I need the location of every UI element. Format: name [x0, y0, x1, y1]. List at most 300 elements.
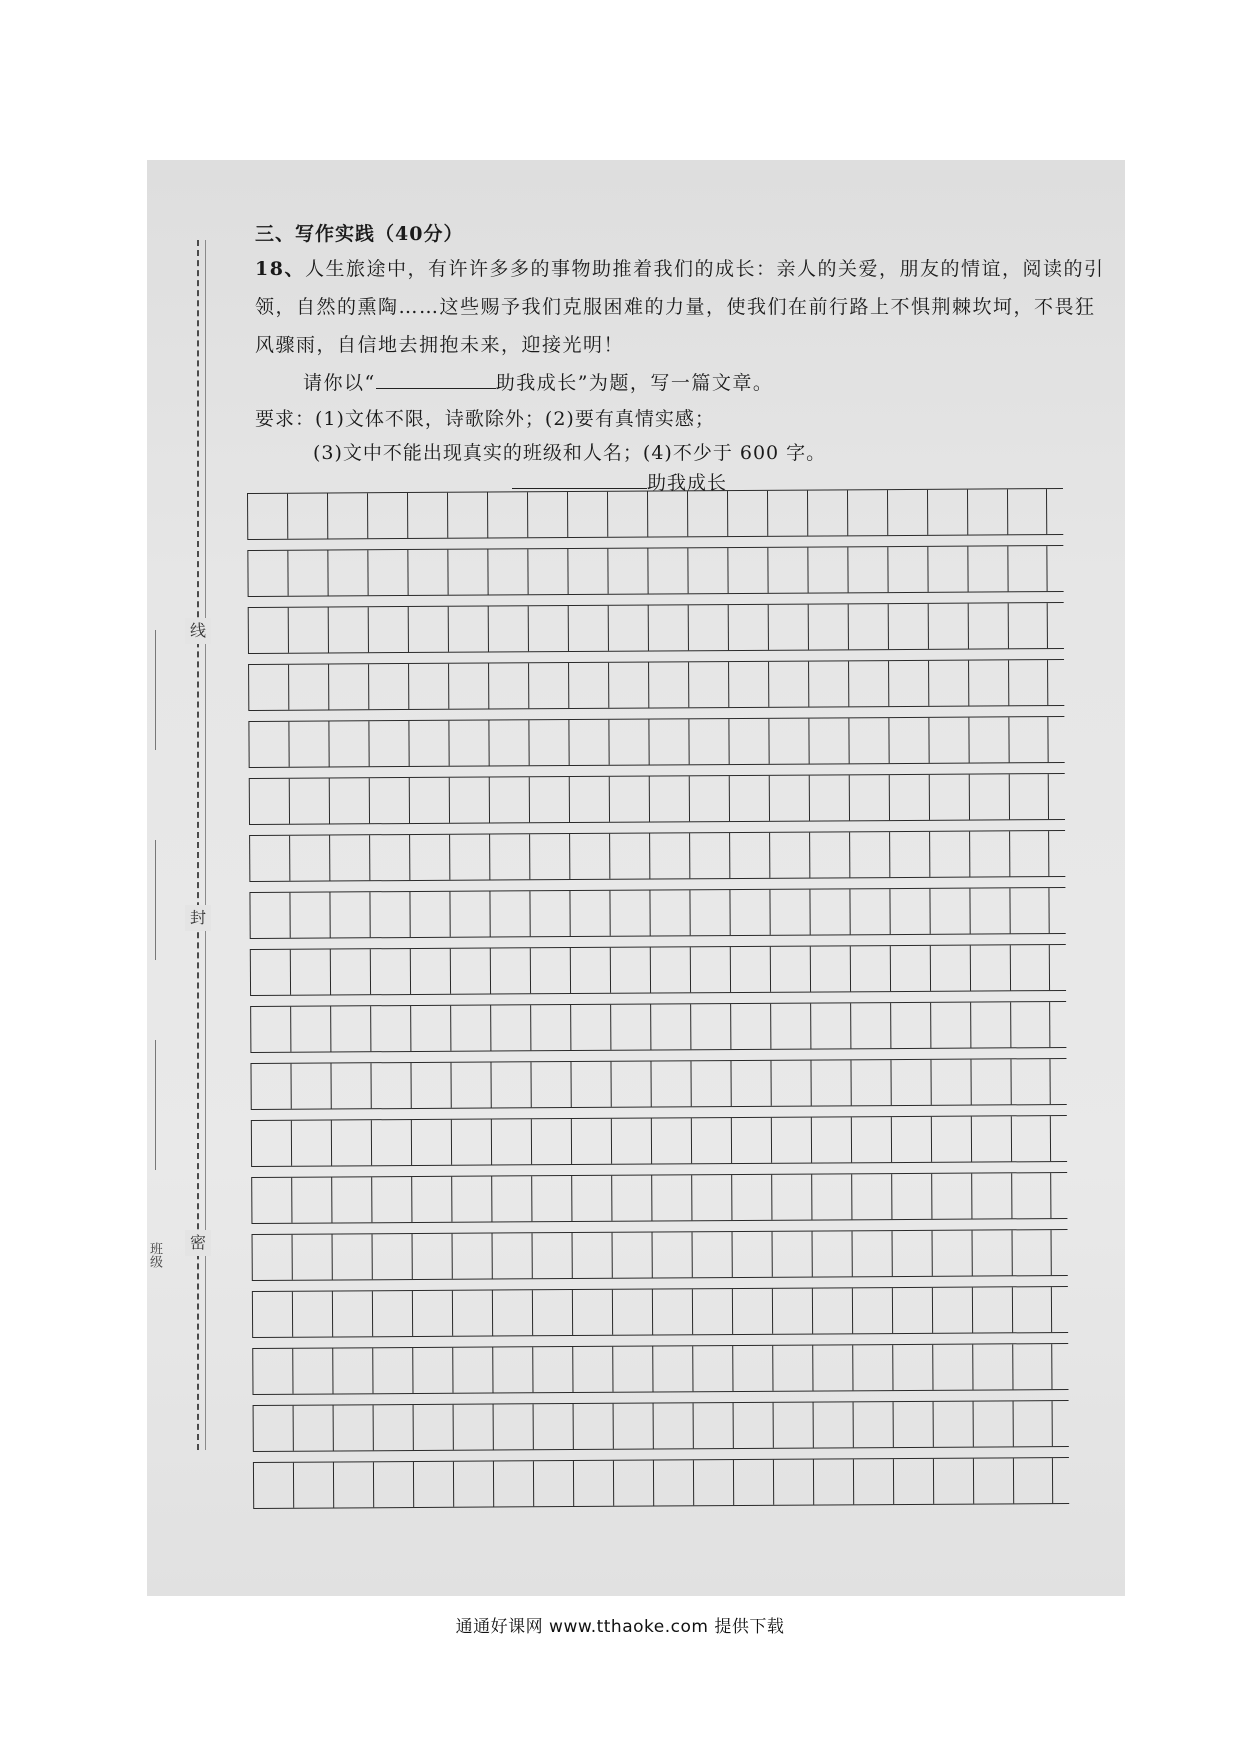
grid-cell[interactable]: [1010, 1002, 1050, 1047]
grid-cell[interactable]: [609, 777, 649, 822]
grid-cell[interactable]: [290, 1007, 330, 1052]
grid-cell[interactable]: [493, 1461, 533, 1506]
grid-cell[interactable]: [372, 1348, 412, 1393]
grid-cell[interactable]: [411, 1120, 451, 1165]
grid-cell[interactable]: [612, 1290, 652, 1335]
grid-cell[interactable]: [1007, 546, 1047, 591]
grid-cell[interactable]: [329, 892, 369, 937]
grid-cell[interactable]: [933, 1459, 973, 1504]
grid-cell[interactable]: [692, 1232, 732, 1277]
grid-cell[interactable]: [252, 1292, 292, 1337]
grid-cell[interactable]: [411, 1177, 451, 1222]
grid-cell[interactable]: [529, 834, 569, 879]
grid-cell[interactable]: [650, 947, 690, 992]
grid-cell[interactable]: [808, 661, 848, 706]
grid-cell[interactable]: [452, 1234, 492, 1279]
grid-cell[interactable]: [730, 1061, 770, 1106]
grid-cell[interactable]: [571, 1119, 611, 1164]
grid-cell[interactable]: [568, 606, 608, 651]
grid-cell[interactable]: [647, 548, 687, 593]
grid-cell[interactable]: [970, 1002, 1010, 1047]
grid-cell[interactable]: [568, 663, 608, 708]
grid-cell[interactable]: [330, 1063, 370, 1108]
grid-cell[interactable]: [773, 1460, 813, 1505]
grid-cell[interactable]: [250, 950, 290, 995]
grid-cell[interactable]: [492, 1290, 532, 1335]
grid-cell[interactable]: [648, 719, 688, 764]
grid-cell[interactable]: [893, 1402, 933, 1447]
grid-cell[interactable]: [772, 1232, 812, 1277]
grid-cell[interactable]: [450, 1063, 490, 1108]
grid-cell[interactable]: [410, 949, 450, 994]
grid-cell[interactable]: [892, 1288, 932, 1333]
grid-cell[interactable]: [769, 890, 809, 935]
grid-cell[interactable]: [807, 547, 847, 592]
grid-cell[interactable]: [687, 491, 727, 536]
grid-cell[interactable]: [448, 607, 488, 652]
grid-cell[interactable]: [368, 607, 408, 652]
grid-cell[interactable]: [731, 1175, 771, 1220]
grid-cell[interactable]: [529, 891, 569, 936]
grid-cell[interactable]: [927, 547, 967, 592]
grid-cell[interactable]: [291, 1177, 331, 1222]
grid-cell[interactable]: [692, 1289, 732, 1334]
essay-writing-grid[interactable]: [247, 488, 1069, 1503]
grid-cell[interactable]: [809, 889, 849, 934]
grid-cell[interactable]: [290, 950, 330, 995]
grid-cell[interactable]: [731, 1118, 771, 1163]
grid-cell[interactable]: [650, 1004, 690, 1049]
grid-cell[interactable]: [892, 1231, 932, 1276]
grid-cell[interactable]: [889, 889, 929, 934]
grid-cell[interactable]: [729, 890, 769, 935]
grid-cell[interactable]: [249, 779, 289, 824]
grid-cell[interactable]: [408, 664, 448, 709]
grid-cell[interactable]: [967, 546, 1007, 591]
grid-cell[interactable]: [969, 774, 1009, 819]
grid-cell[interactable]: [289, 836, 329, 881]
grid-cell[interactable]: [810, 946, 850, 991]
grid-cell[interactable]: [332, 1291, 372, 1336]
grid-cell[interactable]: [247, 551, 287, 596]
grid-cell[interactable]: [649, 890, 689, 935]
grid-cell[interactable]: [967, 489, 1007, 534]
grid-cell[interactable]: [453, 1462, 493, 1507]
grid-cell[interactable]: [371, 1120, 411, 1165]
grid-cell[interactable]: [370, 1063, 410, 1108]
grid-cell[interactable]: [970, 1059, 1010, 1104]
grid-cell[interactable]: [608, 720, 648, 765]
grid-cell[interactable]: [971, 1173, 1011, 1218]
grid-cell[interactable]: [567, 492, 607, 537]
grid-cell[interactable]: [531, 1176, 571, 1221]
grid-cell[interactable]: [449, 835, 489, 880]
grid-cell[interactable]: [973, 1458, 1013, 1503]
grid-cell[interactable]: [768, 719, 808, 764]
grid-cell[interactable]: [732, 1232, 772, 1277]
grid-cell[interactable]: [889, 832, 929, 877]
grid-cell[interactable]: [931, 1117, 971, 1162]
grid-cell[interactable]: [810, 1060, 850, 1105]
grid-cell[interactable]: [331, 1120, 371, 1165]
grid-cell[interactable]: [528, 720, 568, 765]
grid-cell[interactable]: [492, 1233, 532, 1278]
grid-cell[interactable]: [929, 889, 969, 934]
grid-cell[interactable]: [769, 833, 809, 878]
grid-cell[interactable]: [410, 1063, 450, 1108]
grid-cell[interactable]: [611, 1119, 651, 1164]
grid-cell[interactable]: [532, 1347, 572, 1392]
grid-cell[interactable]: [888, 718, 928, 763]
grid-cell[interactable]: [931, 1174, 971, 1219]
grid-cell[interactable]: [928, 718, 968, 763]
grid-cell[interactable]: [613, 1461, 653, 1506]
grid-cell[interactable]: [847, 547, 887, 592]
grid-cell[interactable]: [412, 1234, 452, 1279]
grid-cell[interactable]: [929, 832, 969, 877]
grid-cell[interactable]: [930, 1060, 970, 1105]
grid-cell[interactable]: [850, 1060, 890, 1105]
grid-cell[interactable]: [493, 1404, 533, 1449]
grid-cell[interactable]: [929, 775, 969, 820]
grid-cell[interactable]: [570, 1005, 610, 1050]
grid-cell[interactable]: [450, 949, 490, 994]
grid-cell[interactable]: [932, 1288, 972, 1333]
grid-cell[interactable]: [569, 834, 609, 879]
grid-cell[interactable]: [288, 608, 328, 653]
grid-cell[interactable]: [373, 1405, 413, 1450]
grid-cell[interactable]: [609, 891, 649, 936]
grid-cell[interactable]: [451, 1177, 491, 1222]
grid-cell[interactable]: [972, 1344, 1012, 1389]
grid-cell[interactable]: [1011, 1173, 1051, 1218]
grid-cell[interactable]: [851, 1174, 891, 1219]
grid-cell[interactable]: [969, 831, 1009, 876]
grid-cell[interactable]: [1007, 489, 1047, 534]
grid-cell[interactable]: [851, 1117, 891, 1162]
grid-cell[interactable]: [610, 948, 650, 993]
grid-cell[interactable]: [1008, 717, 1048, 762]
grid-cell[interactable]: [573, 1404, 613, 1449]
grid-cell[interactable]: [448, 664, 488, 709]
grid-cell[interactable]: [730, 1004, 770, 1049]
grid-cell[interactable]: [249, 836, 289, 881]
grid-cell[interactable]: [570, 948, 610, 993]
grid-cell[interactable]: [253, 1406, 293, 1451]
grid-cell[interactable]: [372, 1291, 412, 1336]
grid-cell[interactable]: [1012, 1287, 1052, 1332]
grid-cell[interactable]: [892, 1345, 932, 1390]
grid-cell[interactable]: [369, 835, 409, 880]
grid-cell[interactable]: [811, 1117, 851, 1162]
grid-cell[interactable]: [1011, 1116, 1051, 1161]
grid-cell[interactable]: [812, 1345, 852, 1390]
grid-cell[interactable]: [367, 550, 407, 595]
grid-cell[interactable]: [687, 548, 727, 593]
grid-cell[interactable]: [289, 893, 329, 938]
grid-cell[interactable]: [810, 1003, 850, 1048]
grid-cell[interactable]: [527, 549, 567, 594]
grid-cell[interactable]: [370, 949, 410, 994]
grid-cell[interactable]: [969, 888, 1009, 933]
grid-cell[interactable]: [488, 663, 528, 708]
grid-cell[interactable]: [530, 1005, 570, 1050]
grid-cell[interactable]: [651, 1175, 691, 1220]
grid-cell[interactable]: [288, 665, 328, 710]
grid-cell[interactable]: [849, 775, 889, 820]
grid-cell[interactable]: [771, 1175, 811, 1220]
grid-cell[interactable]: [612, 1233, 652, 1278]
grid-cell[interactable]: [287, 494, 327, 539]
grid-cell[interactable]: [448, 721, 488, 766]
grid-cell[interactable]: [372, 1234, 412, 1279]
grid-cell[interactable]: [489, 891, 529, 936]
grid-cell[interactable]: [648, 662, 688, 707]
grid-cell[interactable]: [612, 1347, 652, 1392]
grid-cell[interactable]: [528, 663, 568, 708]
grid-cell[interactable]: [528, 606, 568, 651]
grid-cell[interactable]: [1008, 603, 1048, 648]
grid-cell[interactable]: [972, 1230, 1012, 1275]
grid-cell[interactable]: [248, 665, 288, 710]
grid-cell[interactable]: [772, 1289, 812, 1334]
grid-cell[interactable]: [1012, 1230, 1052, 1275]
grid-cell[interactable]: [690, 1004, 730, 1049]
grid-cell[interactable]: [289, 779, 329, 824]
grid-cell[interactable]: [413, 1405, 453, 1450]
grid-cell[interactable]: [530, 1062, 570, 1107]
grid-cell[interactable]: [333, 1462, 373, 1507]
grid-cell[interactable]: [533, 1461, 573, 1506]
grid-cell[interactable]: [487, 549, 527, 594]
grid-cell[interactable]: [652, 1346, 692, 1391]
grid-cell[interactable]: [730, 947, 770, 992]
grid-cell[interactable]: [732, 1346, 772, 1391]
grid-cell[interactable]: [572, 1347, 612, 1392]
grid-cell[interactable]: [607, 492, 647, 537]
grid-cell[interactable]: [572, 1233, 612, 1278]
grid-cell[interactable]: [890, 946, 930, 991]
grid-cell[interactable]: [253, 1463, 293, 1508]
grid-cell[interactable]: [1013, 1458, 1053, 1503]
grid-cell[interactable]: [930, 946, 970, 991]
grid-cell[interactable]: [893, 1459, 933, 1504]
grid-cell[interactable]: [689, 776, 729, 821]
grid-cell[interactable]: [370, 1006, 410, 1051]
grid-cell[interactable]: [287, 551, 327, 596]
grid-cell[interactable]: [572, 1290, 612, 1335]
grid-cell[interactable]: [1009, 888, 1049, 933]
grid-cell[interactable]: [850, 1003, 890, 1048]
grid-cell[interactable]: [932, 1231, 972, 1276]
grid-cell[interactable]: [292, 1234, 332, 1279]
grid-cell[interactable]: [331, 1177, 371, 1222]
grid-cell[interactable]: [848, 718, 888, 763]
grid-cell[interactable]: [728, 662, 768, 707]
grid-cell[interactable]: [768, 605, 808, 650]
grid-cell[interactable]: [693, 1460, 733, 1505]
grid-cell[interactable]: [891, 1117, 931, 1162]
grid-cell[interactable]: [409, 835, 449, 880]
grid-cell[interactable]: [328, 721, 368, 766]
grid-cell[interactable]: [491, 1119, 531, 1164]
grid-cell[interactable]: [371, 1177, 411, 1222]
grid-cell[interactable]: [610, 1005, 650, 1050]
grid-cell[interactable]: [408, 721, 448, 766]
grid-cell[interactable]: [1010, 1059, 1050, 1104]
grid-cell[interactable]: [492, 1347, 532, 1392]
grid-cell[interactable]: [490, 1062, 530, 1107]
grid-cell[interactable]: [809, 832, 849, 877]
grid-cell[interactable]: [332, 1348, 372, 1393]
grid-cell[interactable]: [449, 778, 489, 823]
grid-cell[interactable]: [848, 661, 888, 706]
grid-cell[interactable]: [412, 1291, 452, 1336]
grid-cell[interactable]: [613, 1404, 653, 1449]
grid-cell[interactable]: [690, 947, 730, 992]
grid-cell[interactable]: [850, 946, 890, 991]
grid-cell[interactable]: [570, 1062, 610, 1107]
grid-cell[interactable]: [373, 1462, 413, 1507]
grid-cell[interactable]: [691, 1118, 731, 1163]
grid-cell[interactable]: [650, 1061, 690, 1106]
grid-cell[interactable]: [652, 1232, 692, 1277]
grid-cell[interactable]: [690, 1061, 730, 1106]
grid-cell[interactable]: [409, 778, 449, 823]
grid-cell[interactable]: [451, 1120, 491, 1165]
grid-cell[interactable]: [808, 718, 848, 763]
grid-cell[interactable]: [569, 891, 609, 936]
grid-cell[interactable]: [369, 778, 409, 823]
grid-cell[interactable]: [968, 660, 1008, 705]
grid-cell[interactable]: [813, 1402, 853, 1447]
grid-cell[interactable]: [607, 549, 647, 594]
grid-cell[interactable]: [852, 1231, 892, 1276]
grid-cell[interactable]: [568, 720, 608, 765]
grid-cell[interactable]: [649, 776, 689, 821]
grid-cell[interactable]: [330, 949, 370, 994]
grid-cell[interactable]: [647, 491, 687, 536]
grid-cell[interactable]: [769, 776, 809, 821]
grid-cell[interactable]: [490, 948, 530, 993]
grid-cell[interactable]: [770, 1061, 810, 1106]
grid-cell[interactable]: [573, 1461, 613, 1506]
grid-cell[interactable]: [1008, 660, 1048, 705]
grid-cell[interactable]: [251, 1121, 291, 1166]
grid-cell[interactable]: [527, 492, 567, 537]
grid-cell[interactable]: [728, 719, 768, 764]
grid-cell[interactable]: [488, 720, 528, 765]
grid-cell[interactable]: [532, 1233, 572, 1278]
grid-cell[interactable]: [532, 1290, 572, 1335]
grid-cell[interactable]: [452, 1348, 492, 1393]
grid-cell[interactable]: [692, 1346, 732, 1391]
grid-cell[interactable]: [812, 1288, 852, 1333]
grid-cell[interactable]: [649, 833, 689, 878]
grid-cell[interactable]: [968, 717, 1008, 762]
grid-cell[interactable]: [290, 1064, 330, 1109]
grid-cell[interactable]: [729, 833, 769, 878]
grid-cell[interactable]: [652, 1289, 692, 1334]
grid-cell[interactable]: [1013, 1401, 1053, 1446]
grid-cell[interactable]: [410, 1006, 450, 1051]
grid-cell[interactable]: [888, 661, 928, 706]
grid-cell[interactable]: [848, 604, 888, 649]
grid-cell[interactable]: [329, 778, 369, 823]
grid-cell[interactable]: [973, 1401, 1013, 1446]
grid-cell[interactable]: [450, 1006, 490, 1051]
grid-cell[interactable]: [887, 490, 927, 535]
grid-cell[interactable]: [1012, 1344, 1052, 1389]
grid-cell[interactable]: [930, 1003, 970, 1048]
grid-cell[interactable]: [727, 548, 767, 593]
grid-cell[interactable]: [970, 945, 1010, 990]
grid-cell[interactable]: [693, 1403, 733, 1448]
grid-cell[interactable]: [971, 1116, 1011, 1161]
grid-cell[interactable]: [250, 1007, 290, 1052]
grid-cell[interactable]: [409, 892, 449, 937]
grid-cell[interactable]: [928, 604, 968, 649]
grid-cell[interactable]: [1010, 945, 1050, 990]
grid-cell[interactable]: [368, 664, 408, 709]
grid-cell[interactable]: [890, 1003, 930, 1048]
grid-cell[interactable]: [413, 1462, 453, 1507]
grid-cell[interactable]: [733, 1460, 773, 1505]
grid-cell[interactable]: [247, 494, 287, 539]
grid-cell[interactable]: [487, 492, 527, 537]
grid-cell[interactable]: [770, 1004, 810, 1049]
essay-title-blank[interactable]: [512, 470, 647, 489]
grid-cell[interactable]: [811, 1174, 851, 1219]
grid-cell[interactable]: [608, 606, 648, 651]
grid-cell[interactable]: [412, 1348, 452, 1393]
grid-cell[interactable]: [809, 775, 849, 820]
grid-cell[interactable]: [770, 947, 810, 992]
grid-cell[interactable]: [531, 1119, 571, 1164]
grid-cell[interactable]: [807, 490, 847, 535]
grid-cell[interactable]: [292, 1348, 332, 1393]
grid-cell[interactable]: [367, 493, 407, 538]
grid-cell[interactable]: [489, 777, 529, 822]
grid-cell[interactable]: [491, 1176, 531, 1221]
grid-cell[interactable]: [447, 550, 487, 595]
grid-cell[interactable]: [853, 1459, 893, 1504]
grid-cell[interactable]: [688, 662, 728, 707]
grid-cell[interactable]: [653, 1403, 693, 1448]
grid-cell[interactable]: [251, 1178, 291, 1223]
grid-cell[interactable]: [771, 1118, 811, 1163]
grid-cell[interactable]: [767, 548, 807, 593]
grid-cell[interactable]: [968, 603, 1008, 648]
grid-cell[interactable]: [653, 1460, 693, 1505]
grid-cell[interactable]: [368, 721, 408, 766]
grid-cell[interactable]: [928, 661, 968, 706]
grid-cell[interactable]: [688, 719, 728, 764]
grid-cell[interactable]: [407, 493, 447, 538]
grid-cell[interactable]: [250, 1064, 290, 1109]
grid-cell[interactable]: [327, 493, 367, 538]
grid-cell[interactable]: [772, 1346, 812, 1391]
grid-cell[interactable]: [773, 1403, 813, 1448]
grid-cell[interactable]: [727, 491, 767, 536]
grid-cell[interactable]: [691, 1175, 731, 1220]
grid-cell[interactable]: [608, 663, 648, 708]
grid-cell[interactable]: [890, 1060, 930, 1105]
grid-cell[interactable]: [611, 1176, 651, 1221]
grid-cell[interactable]: [887, 547, 927, 592]
grid-cell[interactable]: [651, 1118, 691, 1163]
grid-cell[interactable]: [609, 834, 649, 879]
